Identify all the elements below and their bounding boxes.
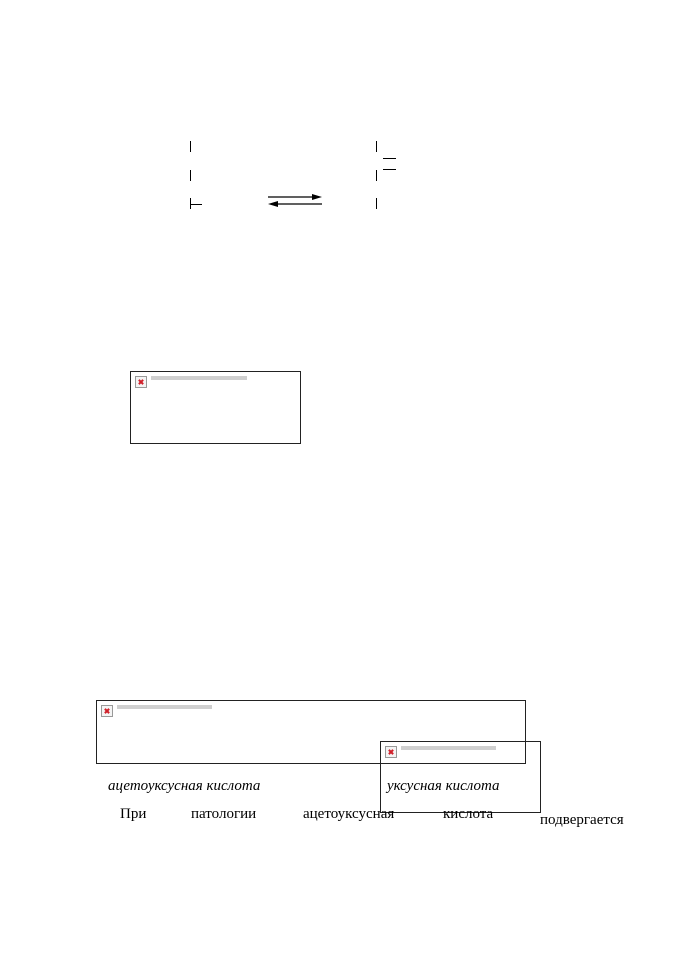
paragraph-word: кислота [443,806,494,822]
broken-image-icon [385,746,397,758]
broken-image [380,741,541,813]
bond-line [190,170,191,181]
bond-line [190,141,191,152]
bond-line [376,198,377,209]
bond-line [190,204,202,205]
bond-line [376,141,377,152]
broken-image-icon [135,376,147,388]
broken-image-icon [101,705,113,717]
paragraph-word: патологии [191,806,257,822]
bond-line [383,158,396,159]
alt-text-placeholder [401,746,496,750]
equilibrium-arrows-icon [264,192,326,210]
alt-text-placeholder [117,705,212,709]
caption-acetoacetic-acid: ацетоуксусная кислота [108,778,261,794]
paragraph-word: При [120,806,147,822]
caption-acetic-acid: уксусная кислота [387,778,500,794]
broken-image [130,371,301,444]
bond-line [383,169,396,170]
bond-line [376,170,377,181]
alt-text-placeholder [151,376,247,380]
paragraph-word: подвергается [540,812,624,828]
paragraph-word: ацетоуксусная [303,806,395,822]
